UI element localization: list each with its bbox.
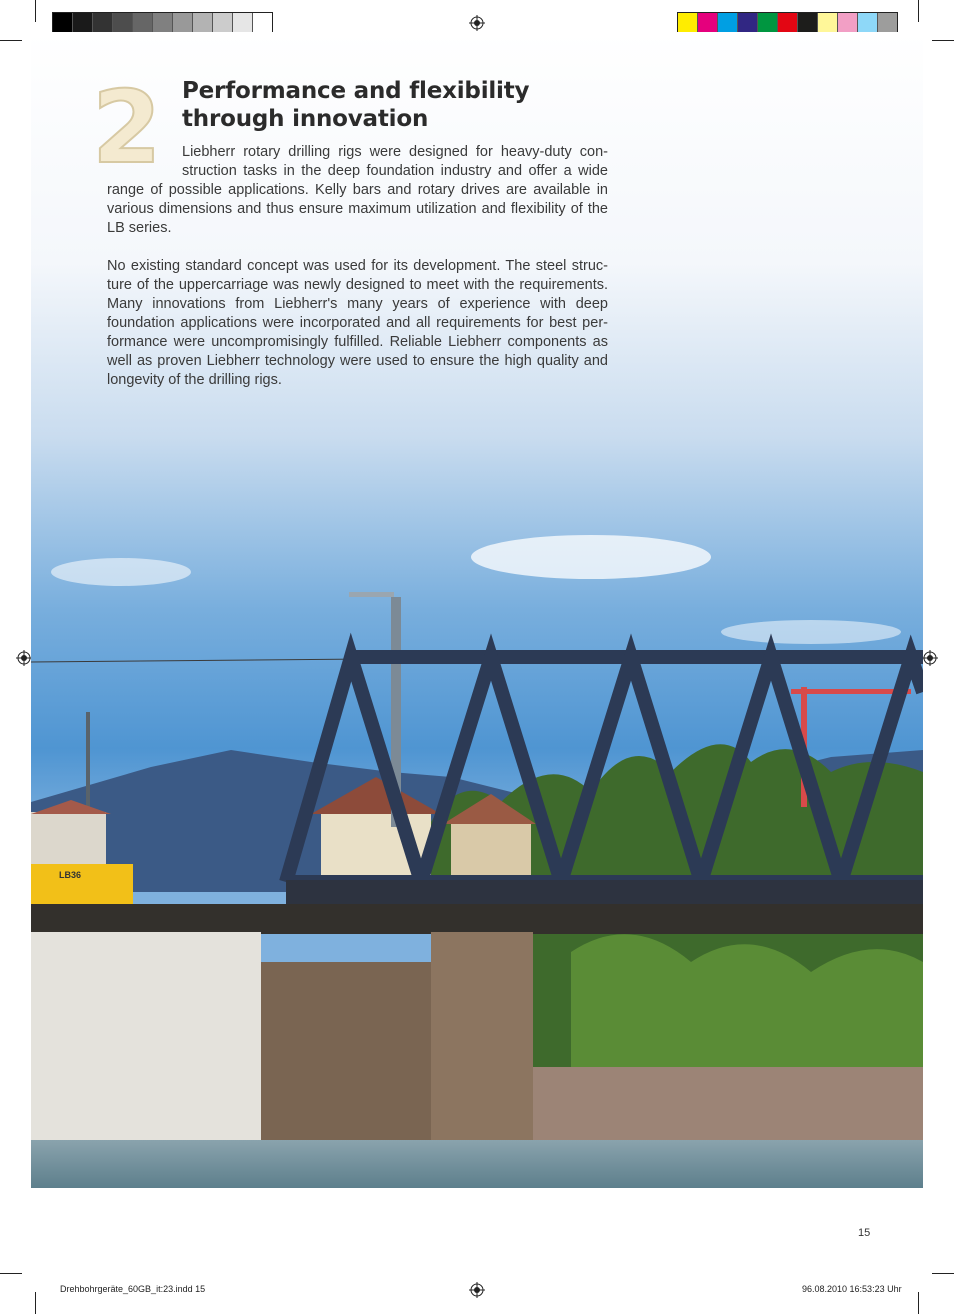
registration-mark-icon (469, 1282, 485, 1298)
color-swatch (173, 13, 193, 33)
color-swatch (253, 13, 272, 33)
heading-line-1: Performance and flexibility (182, 78, 530, 104)
numeral-wrap-spacer (107, 143, 182, 181)
process-color-bar (677, 12, 898, 34)
color-swatch (838, 13, 858, 33)
color-swatch (698, 13, 718, 33)
crop-mark (0, 1273, 22, 1274)
registration-mark-icon (16, 650, 32, 666)
grayscale-color-bar (52, 12, 273, 34)
color-swatch (858, 13, 878, 33)
color-swatch (93, 13, 113, 33)
color-swatch (73, 13, 93, 33)
crop-mark (918, 0, 919, 22)
color-swatch (738, 13, 758, 33)
crop-mark (932, 40, 954, 41)
paragraph: Liebherr rotary drilling rigs were designed for heavy-duty construction tasks in the deep foundation industry and offer a wide range of possible applications. Kelly bars and rotary drives are available in various dimensions and thus ensure maximum utilization and flexibility of the LB series. (107, 144, 608, 236)
color-swatch (818, 13, 838, 33)
color-swatch (878, 13, 897, 33)
registration-mark-icon (922, 650, 938, 666)
svg-text:2: 2 (92, 76, 162, 172)
body-text (107, 143, 608, 409)
crop-mark (932, 1273, 954, 1274)
crop-mark (35, 1292, 36, 1314)
registration-mark-icon (469, 15, 485, 31)
crop-mark (0, 40, 22, 41)
color-swatch (213, 13, 233, 33)
page-number: 15 (858, 1227, 871, 1239)
crop-mark (918, 1292, 919, 1314)
color-swatch (778, 13, 798, 33)
color-swatch (718, 13, 738, 33)
color-swatch (233, 13, 253, 33)
print-slug-timestamp: 96.08.2010 16:53:23 Uhr (802, 1284, 902, 1294)
color-swatch (678, 13, 698, 33)
color-swatch (133, 13, 153, 33)
print-slug-filename: Drehbohrgeräte_60GB_it:23.indd 15 (60, 1284, 206, 1294)
color-swatch (193, 13, 213, 33)
color-swatch (798, 13, 818, 33)
heading-line-2: through innovation (182, 106, 429, 132)
crop-mark (35, 0, 36, 22)
color-swatch (758, 13, 778, 33)
color-swatch (153, 13, 173, 33)
rig-label: LB36 (59, 870, 82, 880)
color-swatch (113, 13, 133, 33)
color-swatch (53, 13, 73, 33)
page-heading (182, 77, 622, 133)
paragraph: No existing standard concept was used for its development. The steel structure of the uppercarriage was newly designed to meet with the requirements. Many innovations from Liebherr's many years of experience with deep foundation applications were incorporated and all requirements for best performance were uncompromisingly fulfilled. Reliable Liebherr components as well as proven Liebherr technology were used to ensure the high quality and longevity of the drilling rigs. (107, 258, 608, 388)
